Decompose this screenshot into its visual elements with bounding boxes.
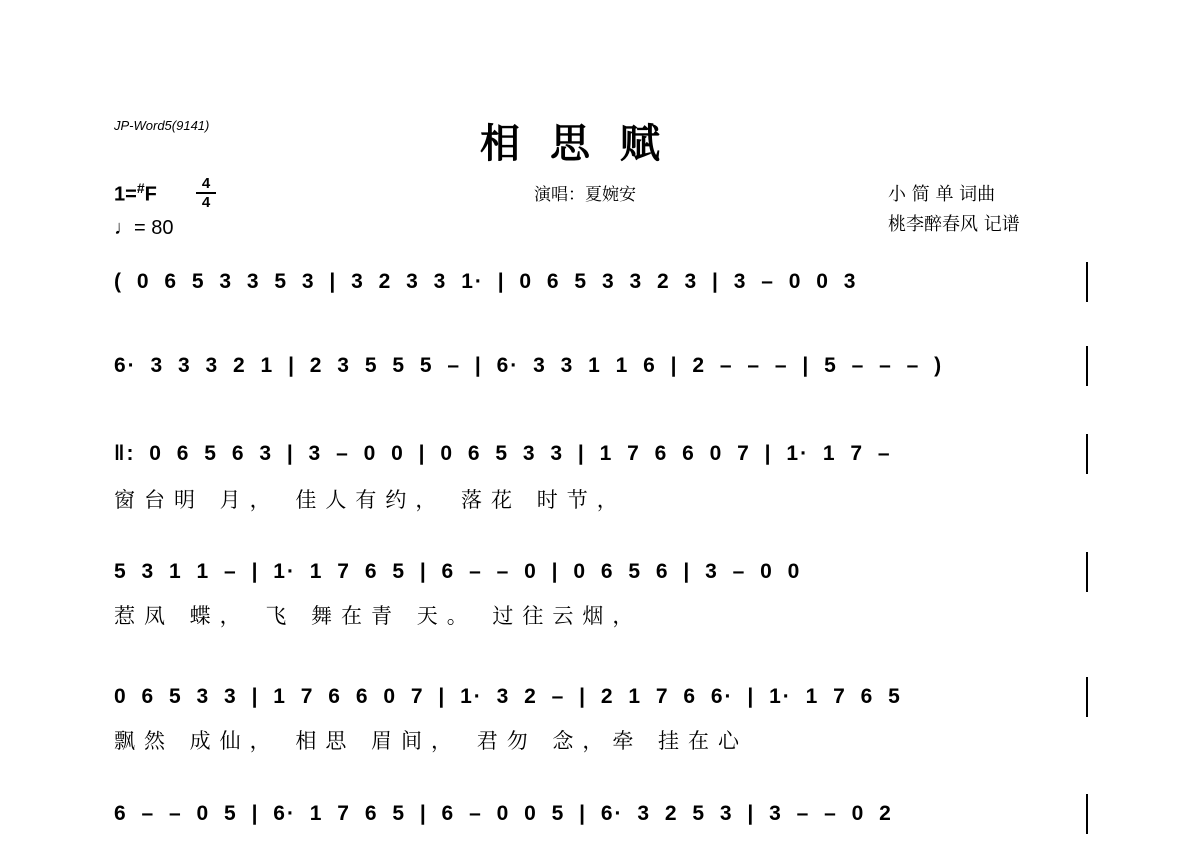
lyricist-composer-credit: 小 简 单 词曲 <box>888 184 996 205</box>
notation-line: 6 – – 0 5 | 6· 1 7 6 5 | 6 – 0 0 5 | 6· 3 2 5 3 | 3 – – 0 2 <box>114 802 893 825</box>
final-barline <box>1086 434 1088 474</box>
lyrics-line: 飘然 成仙， 相思 眉间， 君勿 念，牵 挂在心 <box>114 729 749 753</box>
notation-line: ‖: 0 6 5 6 3 | 3 – 0 0 | 0 6 5 3 3 | 1 7 6 6 0 7 | 1· 1 7 – <box>114 442 892 465</box>
software-watermark: JP-Word5(9141) <box>114 118 210 133</box>
time-signature <box>196 176 216 210</box>
notation-line: 0 6 5 3 3 | 1 7 6 6 0 7 | 1· 3 2 – | 2 1 7 6 6· | 1· 1 7 6 5 <box>114 685 902 708</box>
key-signature: 1=#F <box>114 180 157 206</box>
lyrics-line: 窗台明 月， 佳人有约， 落花 时节， <box>114 488 627 512</box>
singer-credit: 演唱：夏婉安 <box>534 185 636 205</box>
final-barline <box>1086 346 1088 386</box>
lyrics-line: 惹凤 蝶， 飞 舞在青 天。 过往云烟， <box>114 604 643 628</box>
notation-line: 6· 3 3 3 2 1 | 2 3 5 5 5 – | 6· 3 3 1 1 6 | 2 – – – | 5 – – – ) <box>114 354 944 377</box>
final-barline <box>1086 677 1088 717</box>
song-title: 相思赋 <box>480 120 690 167</box>
transcriber-credit: 桃李醉春风 记谱 <box>888 214 1020 235</box>
time-signature-top: 4 <box>201 175 211 192</box>
final-barline <box>1086 262 1088 302</box>
time-signature-bottom: 4 <box>201 194 211 211</box>
final-barline <box>1086 552 1088 592</box>
notation-line: ( 0 6 5 3 3 5 3 | 3 2 3 3 1· | 0 6 5 3 3 2 3 | 3 – 0 0 3 <box>114 270 858 293</box>
final-barline <box>1086 794 1088 834</box>
tempo-marking: ♩= 80 <box>114 217 174 239</box>
notation-line: 5 3 1 1 – | 1· 1 7 6 5 | 6 – – 0 | 0 6 5 6 | 3 – 0 0 <box>114 560 802 583</box>
